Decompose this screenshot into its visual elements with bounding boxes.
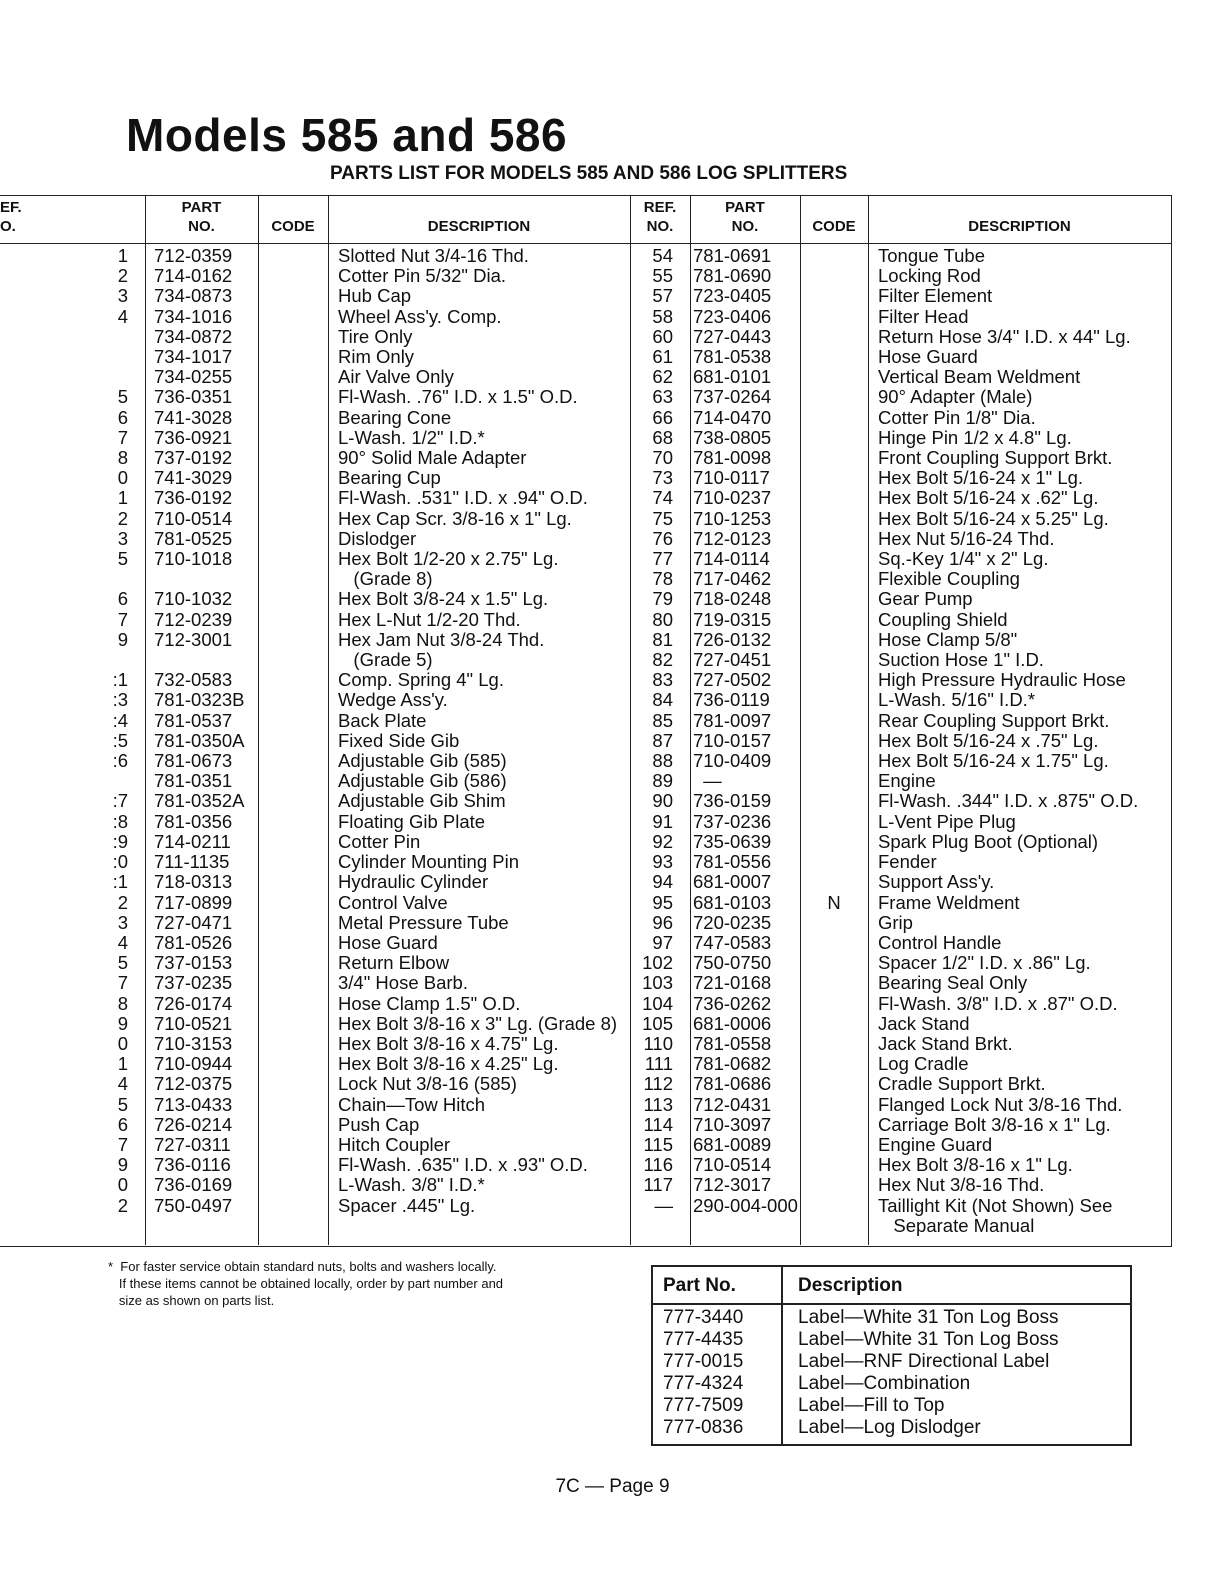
labels-description-column: Label—White 31 Ton Log Boss Label—White 31 Ton Log Boss Label—RNF Directional Label Label—Combination Label—Fill to Top Label—Log Dislodger (798, 1307, 1059, 1438)
header-description: DESCRIPTION (968, 218, 1071, 235)
right-part-column: 781-0691 781-0690 723-0405 723-0406 727-0443 781-0538 681-0101 737-0264 714-0470 738-0805 781-0098 710-0117 710-0237 710-1253 712-0123 714-0114 717-0462 718-0248 719-0315 726-0132 727-0451 727-0502 736-0119 781-0097 710-0157 710-0409 — 736-0159 737-0236 735-0639 781-0556 681-0007 681-0103 720-0235 747-0583 750-0750 721-0168 736-0262 681-0006 781-0558 781-0682 781-0686 712-0431 710-3097 681-0089 710-0514 712-3017 290-004-000 (693, 245, 798, 1216)
parts-list-subtitle: PARTS LIST FOR MODELS 585 AND 586 LOG SPLITTERS (330, 163, 848, 184)
page-footer: 7C — Page 9 (555, 1476, 670, 1497)
col-divider (690, 195, 691, 1245)
labels-part-column: 777-3440 777-4435 777-0015 777-4324 777-7509 777-0836 (663, 1307, 744, 1438)
right-ref-column: 54 55 57 58 60 61 62 63 66 68 70 73 74 75 76 77 78 79 80 81 82 83 84 85 87 88 89 90 91 92 93 94 95 96 97 102 103 104 105 110 111 112 113 114 115 116 117 — (642, 245, 673, 1216)
header-divider (0, 243, 1171, 244)
footnote: * For faster service obtain standard nuts, bolts and washers locally. If these items cannot be obtained locally, order by part number and size as shown on parts list. (108, 1259, 504, 1308)
labels-header-part: Part No. (663, 1275, 736, 1296)
col-divider (328, 195, 329, 1245)
header-ref: REF. NO. (643, 199, 677, 235)
header-code: CODE (812, 218, 856, 235)
header-ref: EF. O. (0, 199, 22, 235)
right-code-column: N (827, 891, 841, 913)
labels-table (651, 1265, 1132, 1446)
right-description-column: Tongue Tube Locking Rod Filter Element Filter Head Return Hose 3/4" I.D. x 44" Lg. Hose Guard Vertical Beam Weldment 90° Adapter (Male) Cotter Pin 1/8" Dia. Hinge Pin 1/2 x 4.8" Lg. Front Coupling Support Brkt. Hex Bolt 5/16-24 x 1" Lg. Hex Bolt 5/16-24 x .62" Lg. Hex Bolt 5/16-24 x 5.25" Lg. Hex Nut 5/16-24 Thd. Sq.-Key 1/4" x 2" Lg. Flexible Coupling Gear Pump Coupling Shield Hose Clamp 5/8" Suction Hose 1" I.D. High Pressure Hydraulic Hose L-Wash. 5/16" I.D.* Rear Coupling Support Brkt. Hex Bolt 5/16-24 x .75" Lg. Hex Bolt 5/16-24 x 1.75" Lg. Engine Fl-Wash. .344" I.D. x .875" O.D. L-Vent Pipe Plug Spark Plug Boot (Optional) Fender Support Ass'y. Frame Weldment Grip Control Handle Spacer 1/2" I.D. x .86" Lg. Bearing Seal Only Fl-Wash. 3/8" I.D. x .87" O.D. Jack Stand Jack Stand Brkt. Log Cradle Cradle Support Brkt. Flanged Lock Nut 3/8-16 Thd. Carriage Bolt 3/8-16 x 1" Lg. Engine Guard Hex Bolt 3/8-16 x 1" Lg. Hex Nut 3/8-16 Thd. Taillight Kit (Not Shown) See Separate Manual (878, 245, 1139, 1236)
left-ref-column: 1 2 3 4 5 6 7 8 0 1 2 3 5 6 7 9 :1 :3 :4 :5 :6 :7 :8 :9 :0 :1 2 3 4 5 7 8 9 0 1 4 5 6 7 9 0 2 (112, 245, 128, 1216)
header-description: DESCRIPTION (427, 218, 531, 235)
left-part-column: 712-0359 714-0162 734-0873 734-1016 734-0872 734-1017 734-0255 736-0351 741-3028 736-0921 737-0192 741-3029 736-0192 710-0514 781-0525 710-1018 710-1032 712-0239 712-3001 732-0583 781-0323B 781-0537 781-0350A 781-0673 781-0351 781-0352A 781-0356 714-0211 711-1135 718-0313 717-0899 727-0471 781-0526 737-0153 737-0235 726-0174 710-0521 710-3153 710-0944 712-0375 713-0433 726-0214 727-0311 736-0116 736-0169 750-0497 (154, 245, 245, 1216)
page-title: Models 585 and 586 (126, 109, 568, 161)
col-divider (258, 195, 259, 1245)
header-code: CODE (271, 218, 315, 235)
labels-header-description: Description (798, 1275, 903, 1296)
labels-col-divider (781, 1267, 783, 1444)
header-part-no: PART NO. (725, 199, 765, 235)
col-divider (145, 195, 146, 1245)
left-description-column: Slotted Nut 3/4-16 Thd. Cotter Pin 5/32" Dia. Hub Cap Wheel Ass'y. Comp. Tire Only Rim Only Air Valve Only Fl-Wash. .76" I.D. x 1.5" O.D. Bearing Cone L-Wash. 1/2" I.D.* 90° Solid Male Adapter Bearing Cup Fl-Wash. .531" I.D. x .94" O.D. Hex Cap Scr. 3/8-16 x 1" Lg. Dislodger Hex Bolt 1/2-20 x 2.75" Lg. (Grade 8) Hex Bolt 3/8-24 x 1.5" Lg. Hex L-Nut 1/2-20 Thd. Hex Jam Nut 3/8-24 Thd. (Grade 5) Comp. Spring 4" Lg. Wedge Ass'y. Back Plate Fixed Side Gib Adjustable Gib (585) Adjustable Gib (586) Adjustable Gib Shim Floating Gib Plate Cotter Pin Cylinder Mounting Pin Hydraulic Cylinder Control Valve Metal Pressure Tube Hose Guard Return Elbow 3/4" Hose Barb. Hose Clamp 1.5" O.D. Hex Bolt 3/8-16 x 3" Lg. (Grade 8) Hex Bolt 3/8-16 x 4.75" Lg. Hex Bolt 3/8-16 x 4.25" Lg. Lock Nut 3/8-16 (585) Chain—Tow Hitch Push Cap Hitch Coupler Fl-Wash. .635" I.D. x .93" O.D. L-Wash. 3/8" I.D.* Spacer .445" Lg. (338, 245, 618, 1216)
header-part-no: PART NO. (181, 199, 222, 235)
col-divider (868, 195, 869, 1245)
